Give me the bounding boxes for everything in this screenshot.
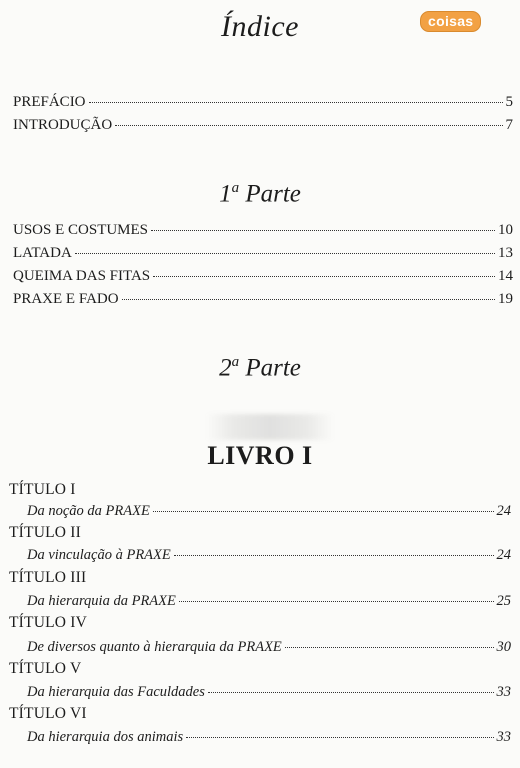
print-smudge — [206, 414, 334, 440]
toc-entry-label: Da vinculação à PRAXE — [27, 547, 171, 563]
toc-entry-queima-das-fitas[interactable] — [13, 267, 513, 285]
toc-entry-page: 24 — [496, 503, 511, 519]
dot-leader — [153, 276, 495, 277]
toc-entry-page: 14 — [498, 268, 513, 284]
toc-entry-titulo-6[interactable] — [27, 728, 511, 746]
titulo-heading: TÍTULO I — [9, 481, 76, 498]
dot-leader — [174, 555, 494, 556]
part-word: Parte — [245, 354, 301, 382]
part-word: Parte — [245, 180, 301, 208]
toc-entry-page: 25 — [496, 593, 511, 609]
toc-entry-label: Da hierarquia dos animais — [27, 729, 184, 745]
toc-entry-page: 30 — [496, 639, 511, 655]
dot-leader — [151, 230, 495, 231]
toc-entry-label: INTRODUÇÃO — [13, 117, 113, 133]
titulo-heading: TÍTULO VI — [9, 705, 87, 722]
toc-entry-label: De diversos quanto à hierarquia da PRAXE — [27, 639, 282, 655]
toc-entry-usos-e-costumes[interactable] — [13, 221, 513, 239]
toc-entry-page: 10 — [498, 222, 513, 238]
part-1-heading — [0, 180, 520, 208]
toc-entry-label: PREFÁCIO — [13, 94, 86, 110]
titulo-heading: TÍTULO III — [9, 569, 87, 586]
dot-leader — [186, 737, 493, 738]
part-ordinal-suffix: a — [231, 180, 240, 196]
toc-entry-titulo-2[interactable] — [27, 546, 511, 564]
dot-leader — [179, 601, 494, 602]
dot-leader — [115, 125, 502, 126]
dot-leader — [89, 102, 503, 103]
toc-entry-page: 7 — [505, 117, 513, 133]
toc-entry-introducao[interactable] — [13, 116, 513, 134]
toc-entry-label: PRAXE E FADO — [13, 291, 119, 307]
toc-entry-prefacio[interactable] — [13, 93, 513, 111]
part-ordinal: 2 — [219, 354, 232, 382]
toc-entry-page: 19 — [498, 291, 513, 307]
toc-entry-label: QUEIMA DAS FITAS — [13, 268, 151, 284]
toc-entry-label: Da noção da PRAXE — [27, 503, 150, 519]
toc-entry-page: 33 — [496, 729, 511, 745]
toc-entry-label: Da hierarquia da PRAXE — [27, 593, 176, 609]
toc-entry-page: 33 — [496, 684, 511, 700]
toc-entry-titulo-4[interactable] — [27, 638, 511, 656]
toc-entry-page: 5 — [505, 94, 513, 110]
toc-entry-titulo-1[interactable] — [27, 502, 511, 520]
coisas-logo: coisas — [420, 11, 481, 32]
titulo-heading: TÍTULO II — [9, 524, 81, 541]
toc-entry-praxe-e-fado[interactable] — [13, 290, 513, 308]
toc-entry-label: LATADA — [13, 245, 72, 261]
dot-leader — [285, 647, 494, 648]
dot-leader — [122, 299, 495, 300]
dot-leader — [153, 511, 494, 512]
page-title: Índice — [221, 10, 299, 43]
toc-entry-page: 13 — [498, 245, 513, 261]
dot-leader — [75, 253, 495, 254]
toc-entry-label: Da hierarquia das Faculdades — [27, 684, 205, 700]
part-ordinal: 1 — [219, 180, 232, 208]
toc-entry-latada[interactable] — [13, 244, 513, 262]
part-2-heading — [0, 354, 520, 382]
dot-leader — [208, 692, 494, 693]
titulo-heading: TÍTULO IV — [9, 614, 87, 631]
livro-heading: LIVRO I — [207, 441, 313, 470]
titulo-heading: TÍTULO V — [9, 660, 82, 677]
part-ordinal-suffix: a — [231, 354, 240, 370]
toc-entry-page: 24 — [496, 547, 511, 563]
toc-entry-titulo-3[interactable] — [27, 592, 511, 610]
toc-entry-titulo-5[interactable] — [27, 683, 511, 701]
toc-entry-label: USOS E COSTUMES — [13, 222, 149, 238]
